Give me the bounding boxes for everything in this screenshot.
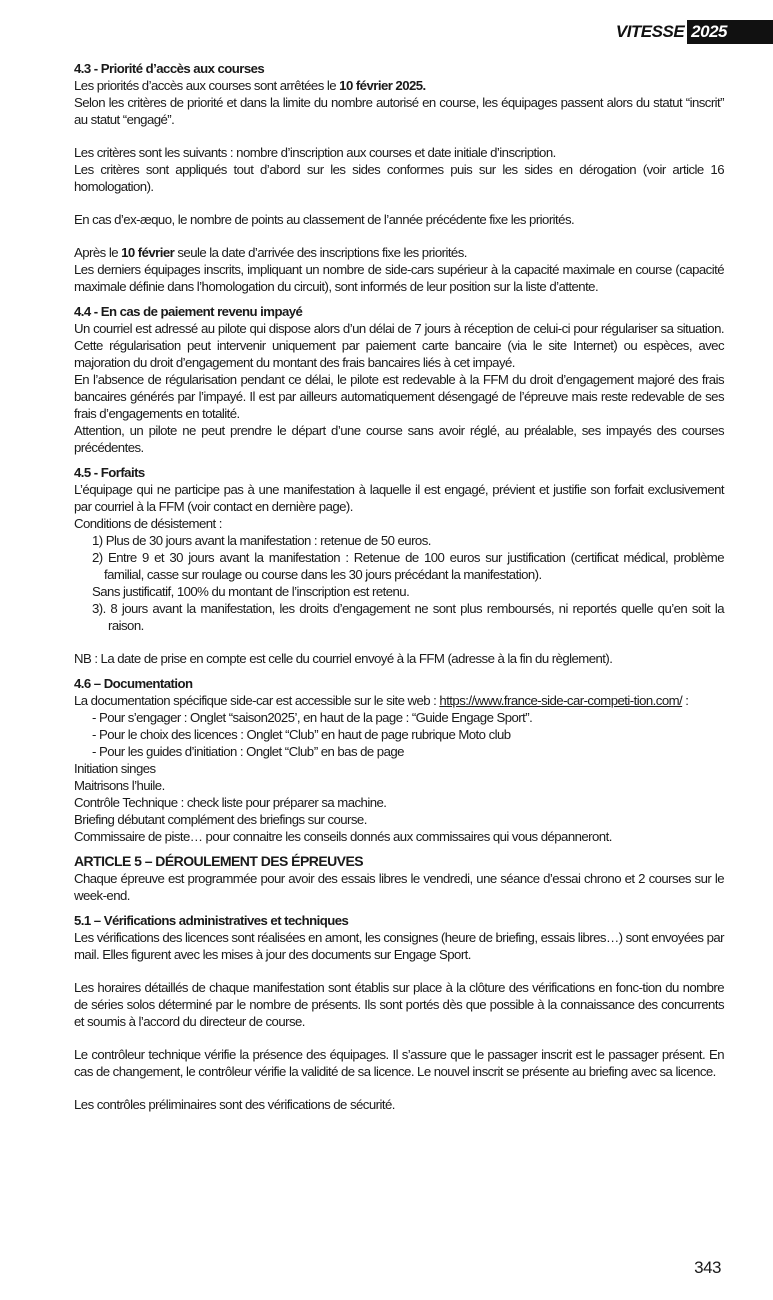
section-5-1-title: 5.1 – Vérifications administratives et techniques [74, 913, 349, 928]
paragraph: Attention, un pilote ne peut prendre le départ d’une course sans avoir réglé, au préalable, ses impayés des courses précédentes. [74, 423, 724, 455]
paragraph: En l’absence de régularisation pendant ce délai, le pilote est redevable à la FFM du droit d’engagement majoré des frais bancaires générés par l’impayé. Il est par ailleurs automatiquement désengagé de l’épreuve mais reste redevable de ses frais d’engagements en totalité. [74, 372, 724, 421]
list-item: Contrôle Technique : check liste pour préparer sa machine. [74, 795, 387, 810]
section-4-4-title: 4.4 - En cas de paiement revenu impayé [74, 304, 303, 319]
list-item: - Pour s’engager : Onglet “saison2025’, en haut de la page : “Guide Engage Sport”. [92, 710, 533, 725]
document-body [74, 60, 724, 1113]
list-item: - Pour le choix des licences : Onglet “Club’’ en haut de page rubrique Moto club [92, 727, 511, 742]
paragraph: Conditions de désistement : [74, 516, 222, 531]
paragraph: Selon les critères de priorité et dans la limite du nombre autorisé en course, les équipages passent alors du statut “inscrit” au statut “engagé”. [74, 95, 724, 127]
list-item: Briefing débutant complément des briefings sur course. [74, 812, 367, 827]
list-item: Commissaire de piste… pour connaitre les conseils donnés aux commissaires qui vous dépanneront. [74, 829, 612, 844]
list-item [74, 532, 724, 549]
page-number: 343 [694, 1258, 721, 1277]
paragraph: En cas d’ex-æquo, le nombre de points au classement de l’année précédente fixe les priorités. [74, 212, 575, 227]
paragraph [74, 244, 724, 261]
paragraph: Le contrôleur technique vérifie la présence des équipages. Il s’assure que le passager inscrit est le passager présent. En cas de changement, le contrôleur vérifie la validité de sa licence. Le nouvel inscrit se présente au briefing avec sa licence. [74, 1047, 724, 1079]
page-header [616, 20, 773, 44]
list-item-note: Sans justificatif, 100% du montant de l’inscription est retenu. [92, 584, 410, 599]
paragraph [74, 692, 724, 709]
section-4-5-title: 4.5 - Forfaits [74, 465, 145, 480]
list-item-text: 3). 8 jours avant la manifestation, les droits d’engagement ne sont plus remboursés, ni reportés quelle qu’en soit la raison. [92, 601, 724, 633]
paragraph: Chaque épreuve est programmée pour avoir des essais libres le vendredi, une séance d’essai chrono et 2 courses sur le week-end. [74, 871, 724, 903]
list-item: - Pour les guides d’initiation : Onglet “Club’’ en bas de page [92, 744, 404, 759]
paragraph [74, 77, 724, 94]
section-4-3-title: 4.3 - Priorité d’accès aux courses [74, 61, 265, 76]
article-5-title: ARTICLE 5 – DÉROULEMENT DES ÉPREUVES [74, 853, 364, 869]
text: Après le [74, 245, 122, 260]
date-emphasis: 10 février 2025. [339, 78, 426, 93]
paragraph: Un courriel est adressé au pilote qui dispose alors d’un délai de 7 jours à réception de celui-ci pour régulariser sa situation. Cette régularisation peut intervenir uniquement par paiement carte bancaire (via le site Internet) ou espèces, avec majoration du droit d’engagement du montant des frais bancaires liés à cet impayé. [74, 321, 724, 370]
paragraph: Les vérifications des licences sont réalisées en amont, les consignes (heure de briefing, essais libres…) sont envoyées par mail. Elles figurent avec les mises à jour des documents sur Engage Sport. [74, 930, 724, 962]
list-item-text: 1) Plus de 30 jours avant la manifestation : retenue de 50 euros. [92, 533, 431, 548]
nb-note: NB : La date de prise en compte est celle du courriel envoyé à la FFM (adresse à la fin du règlement). [74, 651, 613, 666]
list-item: Initiation singes [74, 761, 156, 776]
website-link[interactable]: https://www.france-side-car-competi-tion.com/ [439, 693, 683, 708]
list-item [74, 600, 724, 634]
list-item-text: 2) Entre 9 et 30 jours avant la manifestation : Retenue de 100 euros sur justification (certificat médical, problème familial, casse sur roulage ou course dans les 30 jours précédant la manifestation). [92, 550, 724, 582]
header-title: VITESSE [615, 22, 685, 41]
paragraph: Les critères sont appliqués tout d’abord sur les sides conformes puis sur les sides en dérogation (voir article 16 homologation). [74, 162, 724, 194]
paragraph: Les horaires détaillés de chaque manifestation sont établis sur place à la clôture des vérifications en fonc-tion du nombre de séries solos déterminé par le nombre de présents. Ils sont portés dès que possible à la connaissance des concurrents et soumis à l’accord du directeur de course. [74, 980, 724, 1029]
text: seule la date d’arrivée des inscriptions fixe les priorités. [174, 245, 467, 260]
list-item [74, 549, 724, 583]
date-emphasis: 10 février [121, 245, 175, 260]
paragraph: Les critères sont les suivants : nombre d’inscription aux courses et date initiale d’inscription. [74, 145, 556, 160]
section-4-6-title: 4.6 – Documentation [74, 676, 193, 691]
text: La documentation spécifique side-car est accessible sur le site web : [74, 693, 440, 708]
paragraph: L’équipage qui ne participe pas à une manifestation à laquelle il est engagé, prévient et justifie son forfait exclusivement par courriel à la FFM (voir contact en dernière page). [74, 482, 724, 514]
paragraph: Les contrôles préliminaires sont des vérifications de sécurité. [74, 1097, 395, 1112]
text: Les priorités d’accès aux courses sont arrêtées le [74, 78, 340, 93]
header-year-badge: 2025 [687, 20, 773, 44]
list-item: Maitrisons l’huile. [74, 778, 165, 793]
text: : [682, 693, 689, 708]
paragraph: Les derniers équipages inscrits, impliquant un nombre de side-cars supérieur à la capacité maximale en course (capacité maximale définie dans l’homologation du circuit), sont informés de leur position sur la liste d’attente. [74, 262, 724, 294]
